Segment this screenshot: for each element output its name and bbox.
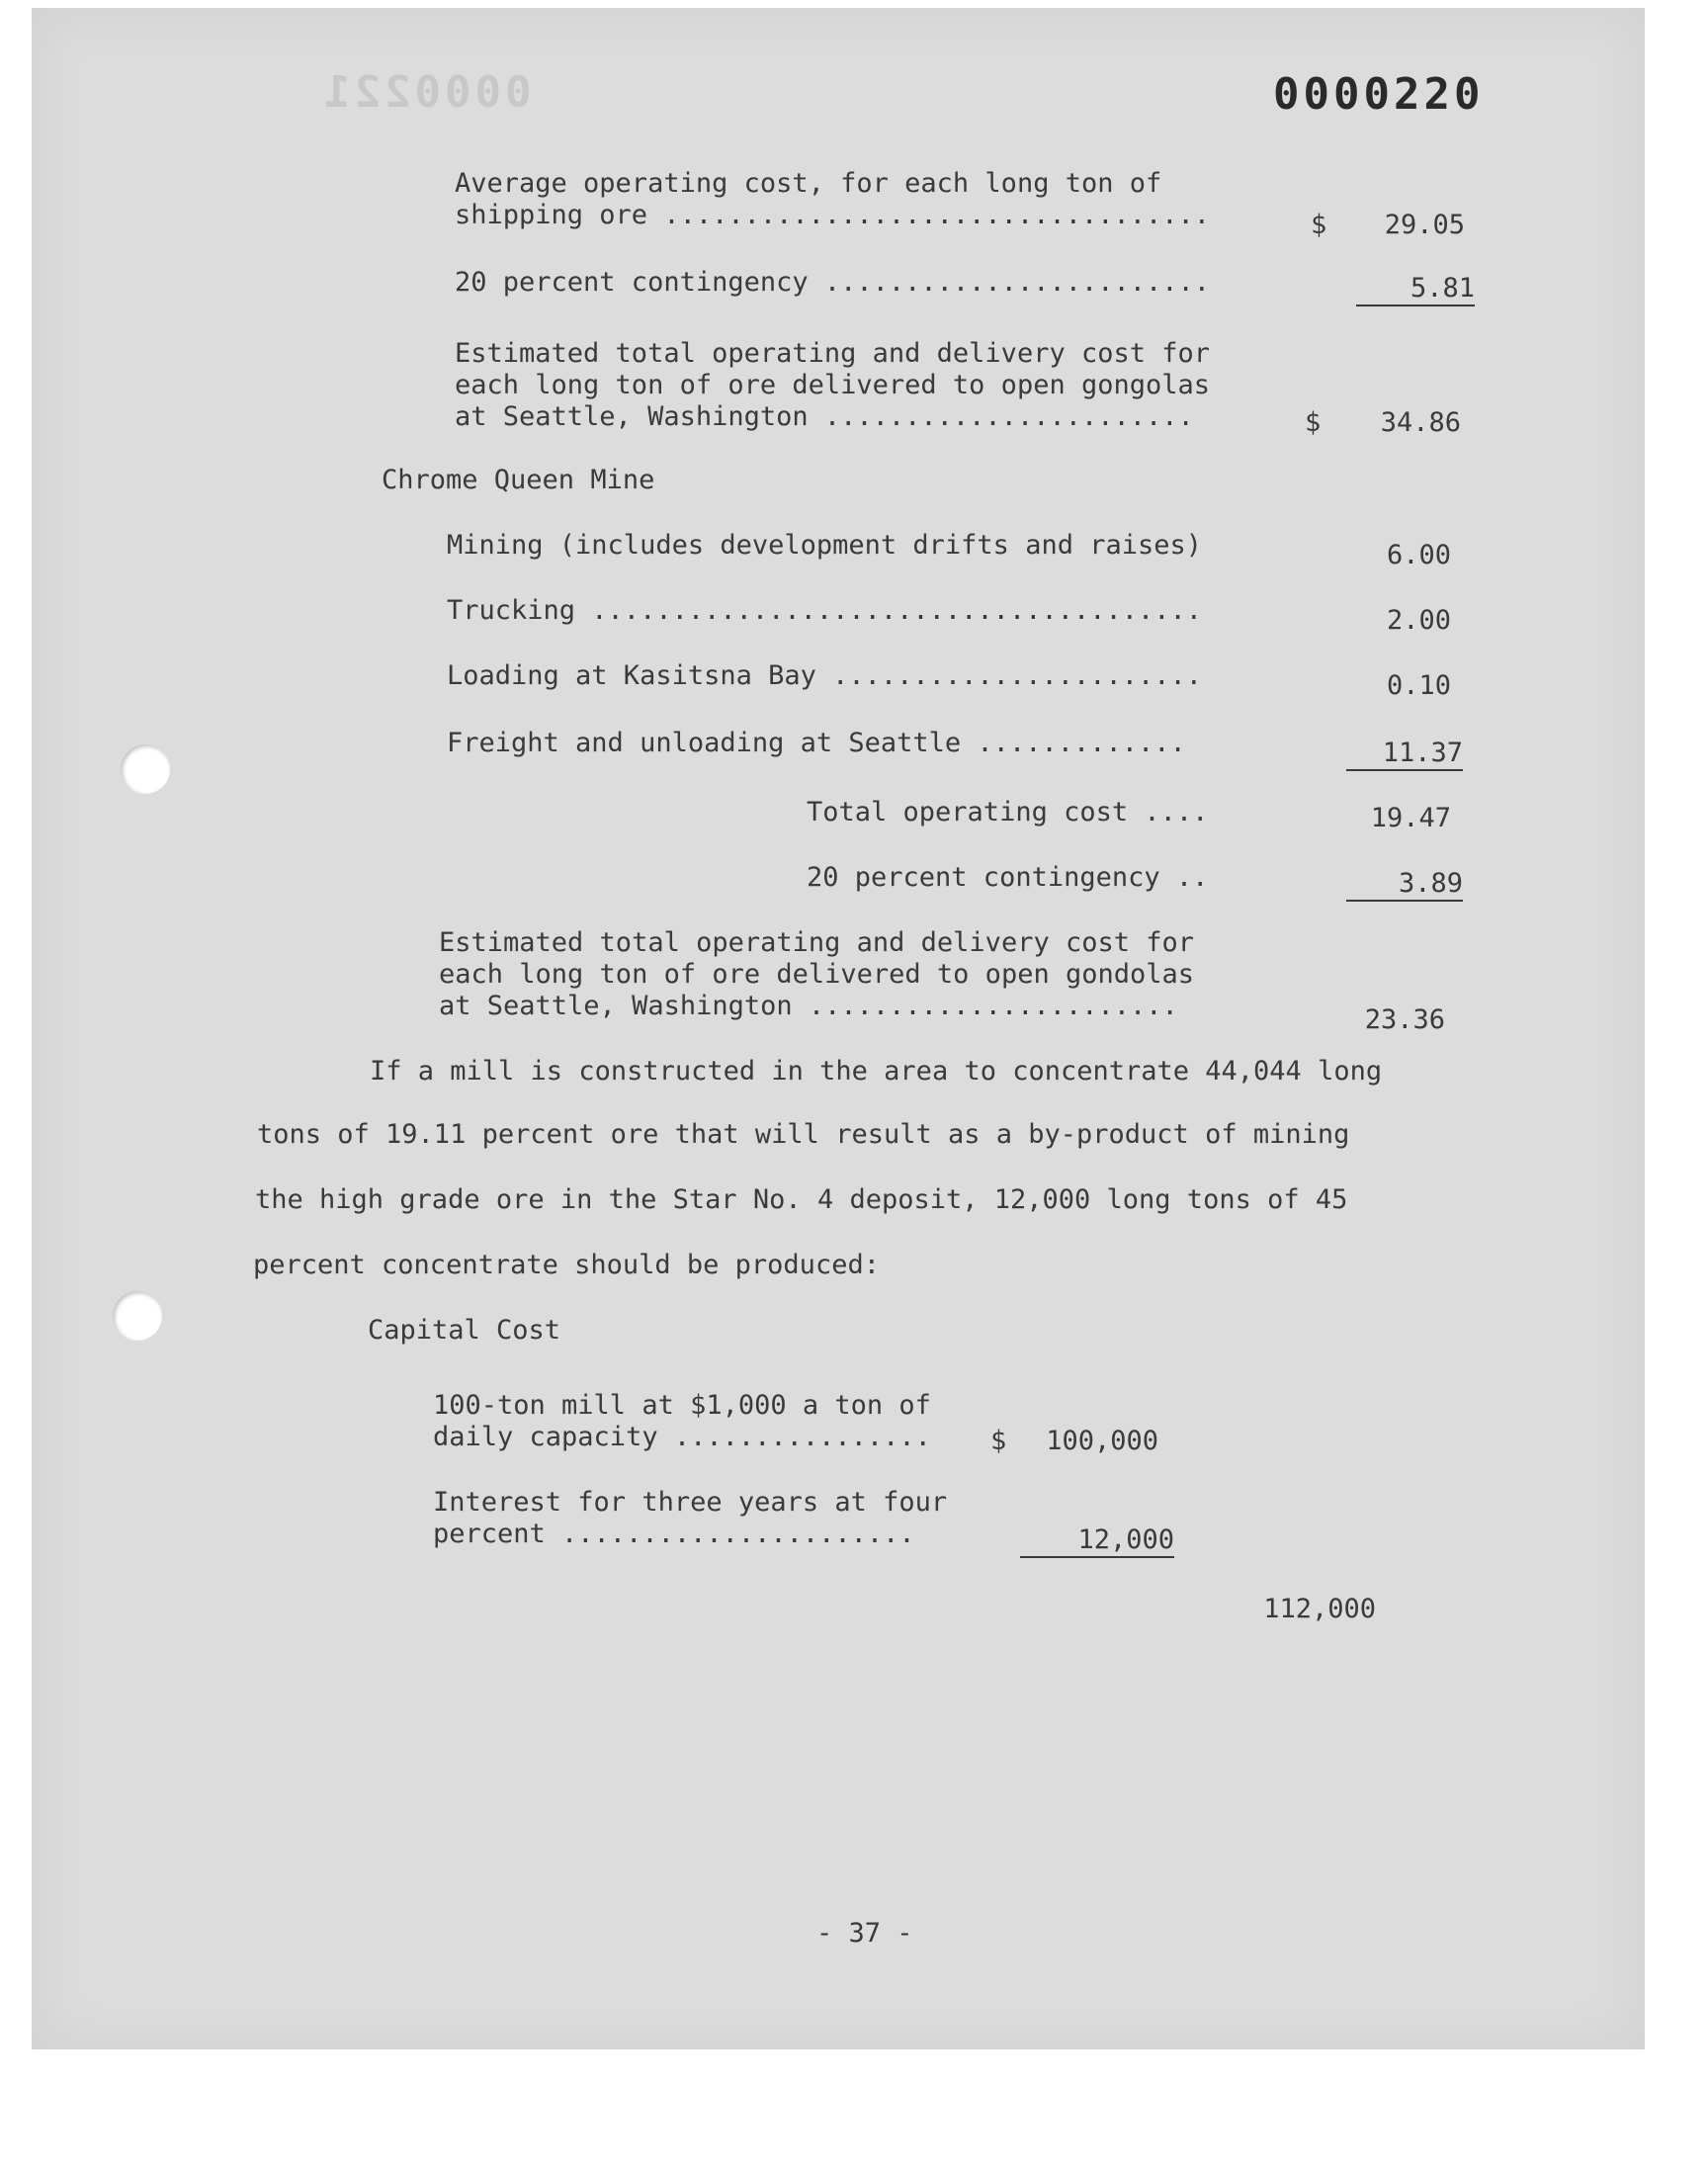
avg-cost-value: 29.05 xyxy=(1384,210,1465,240)
contingency-value: 3.89 xyxy=(1346,868,1463,902)
loading-value: 0.10 xyxy=(1386,670,1451,701)
estimate-line3: at Seattle, Washington ....................... xyxy=(455,401,1194,432)
contingency-label: 20 percent contingency .. xyxy=(807,862,1209,893)
paragraph-line1: If a mill is constructed in the area to concentrate 44,044 long xyxy=(370,1056,1383,1087)
paragraph-line2: tons of 19.11 percent ore that will result as a by-product of mining xyxy=(257,1119,1350,1150)
currency-symbol: $ xyxy=(1311,210,1327,240)
interest-line1: Interest for three years at four xyxy=(433,1487,948,1518)
paragraph-line4: percent concentrate should be produced: xyxy=(253,1250,880,1280)
currency-symbol: $ xyxy=(1305,407,1322,438)
trucking-value: 2.00 xyxy=(1386,605,1451,636)
estimate-line1: Estimated total operating and delivery cost for xyxy=(439,927,1195,958)
page-number: - 37 - xyxy=(816,1918,913,1949)
trucking-label: Trucking ...................................... xyxy=(447,595,1203,626)
interest-line2: percent ...................... xyxy=(433,1519,915,1549)
punch-hole-top xyxy=(121,744,170,794)
contingency-value: 5.81 xyxy=(1356,273,1475,306)
estimate-line2: each long ton of ore delivered to open gongolas xyxy=(455,370,1211,400)
mill-line2: daily capacity ................ xyxy=(433,1422,931,1452)
mill-line1: 100-ton mill at $1,000 a ton of xyxy=(433,1390,931,1421)
capital-cost-heading: Capital Cost xyxy=(368,1315,561,1346)
mining-value: 6.00 xyxy=(1386,540,1451,570)
estimate-value: 23.36 xyxy=(1364,1004,1445,1035)
loading-label: Loading at Kasitsna Bay ....................... xyxy=(447,660,1203,691)
total-operating-value: 19.47 xyxy=(1370,803,1451,833)
total-operating-label: Total operating cost .... xyxy=(807,797,1209,827)
mill-value: 100,000 xyxy=(1046,1426,1158,1456)
freight-label: Freight and unloading at Seattle ............. xyxy=(447,728,1186,758)
estimate-line3: at Seattle, Washington ....................... xyxy=(439,991,1178,1021)
paragraph-line3: the high grade ore in the Star No. 4 deposit, 12,000 long tons of 45 xyxy=(255,1184,1348,1215)
punch-hole-bottom xyxy=(113,1291,162,1341)
estimate-value: 34.86 xyxy=(1380,407,1461,438)
contingency-label: 20 percent contingency ........................ xyxy=(455,267,1211,298)
mining-label: Mining (includes development drifts and raises) xyxy=(447,530,1203,561)
faded-page-stamp: 0000221 xyxy=(320,67,532,118)
avg-cost-line2: shipping ore .................................. xyxy=(455,200,1211,230)
avg-cost-line1: Average operating cost, for each long ton of xyxy=(455,168,1162,199)
estimate-line1: Estimated total operating and delivery cost for xyxy=(455,338,1211,369)
freight-value: 11.37 xyxy=(1346,738,1463,771)
chrome-queen-heading: Chrome Queen Mine xyxy=(382,465,655,495)
capital-cost-total: 112,000 xyxy=(1263,1594,1376,1624)
currency-symbol: $ xyxy=(990,1426,1007,1456)
estimate-line2: each long ton of ore delivered to open gondolas xyxy=(439,959,1195,990)
document-page xyxy=(32,8,1645,2049)
interest-value: 12,000 xyxy=(1020,1524,1174,1558)
page-stamp: 0000220 xyxy=(1273,69,1485,120)
